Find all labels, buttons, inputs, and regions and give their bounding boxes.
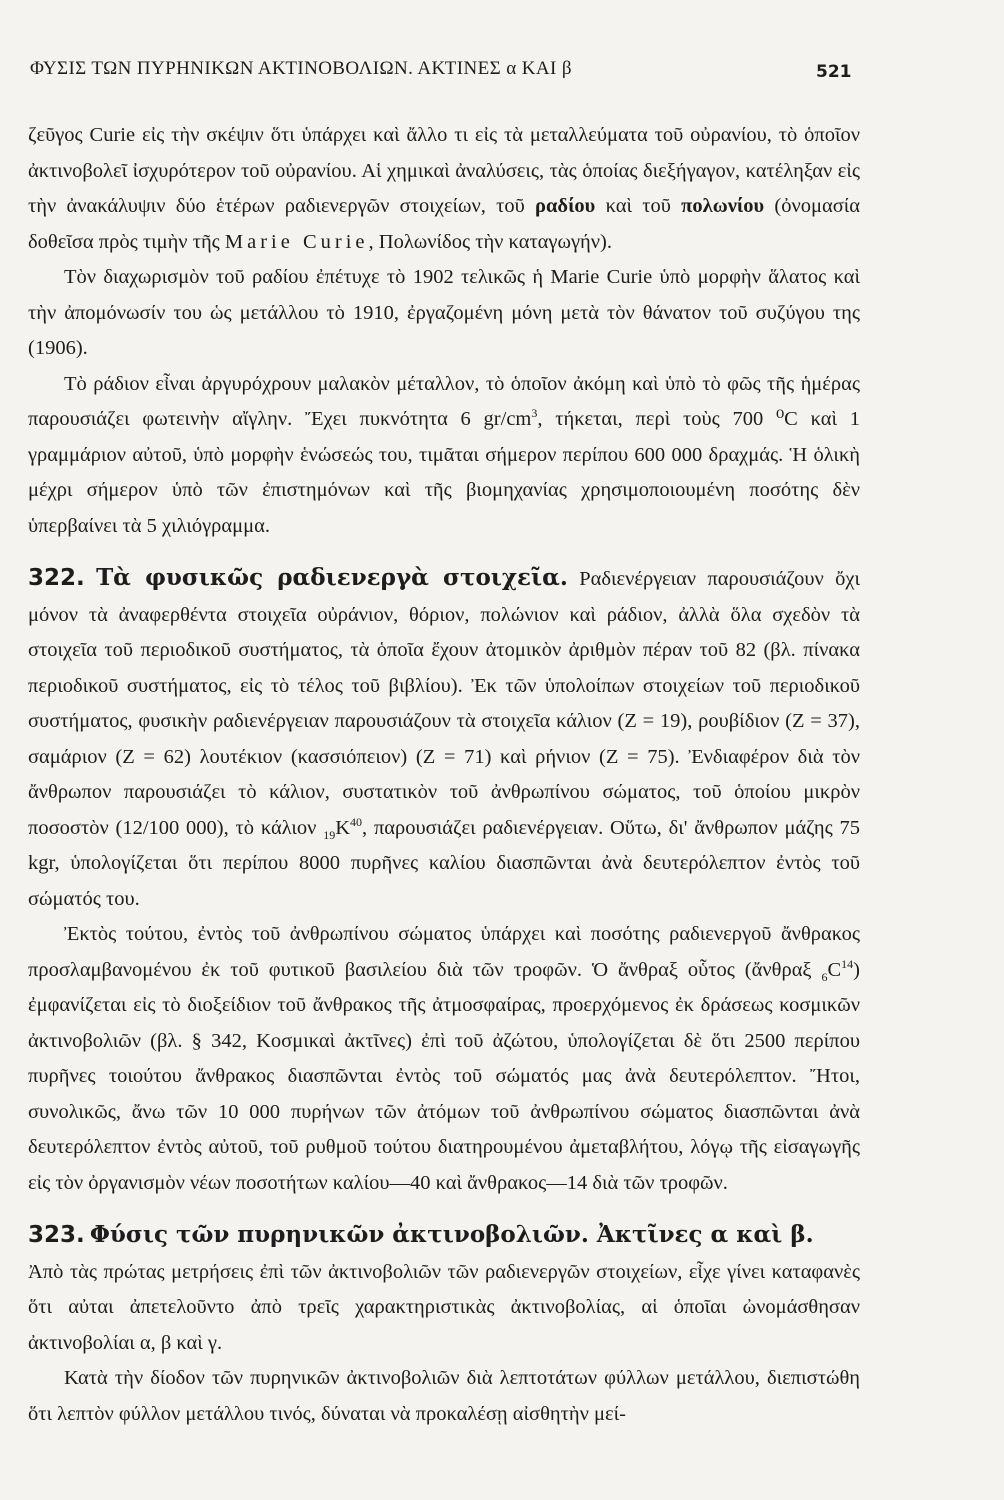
- section-title: Τὰ φυσικῶς ραδιενεργὰ στοιχεῖα.: [96, 564, 568, 591]
- section-title: Φύσις τῶν πυρηνικῶν ἀκτινοβολιῶν. Ἀκτῖνες α καὶ β.: [89, 1221, 814, 1248]
- section-322: 322. Τὰ φυσικῶς ραδιενεργὰ στοιχεῖα. Ραδιενέργειαν παρουσιάζουν ὄχι μόνον τὰ ἀναφερθέντα στοιχεῖα οὐράνιον, θόριον, πολώνιον καὶ ράδιον, ἀλλὰ ὅλα σχεδὸν τὰ στοιχεῖα τοῦ περιοδικοῦ συστήματος, τὰ ὁποῖα ἔχουν ἀτομικὸν ἀριθμὸν πέραν τοῦ 82 (βλ. πίνακα περιοδικοῦ συστήματος, εἰς τὸ τέλος τοῦ βιβλίου). Ἐκ τῶν ὑπολοίπων στοιχείων τοῦ περιοδικοῦ συστήματος, φυσικὴν ραδιενέργειαν παρουσιάζουν τὰ στοιχεῖα κάλιον (Z = 19), ρουβίδιον (Z = 37), σαμάριον (Z = 62) λουτέκιον (κασσιόπειον) (Z = 71) καὶ ρήνιον (Z = 75). Ἐνδιαφέρον διὰ τὸν ἄνθρωπον παρουσιάζει τὸ κάλιον, συστατικὸν τοῦ ἀνθρωπίνου σώματος, τοῦ ὁποίου μικρὸν ποσοστὸν (12/100 000), τὸ κάλιον $_{19}K^{40}$, παρουσιάζει ραδιενέργειαν. Οὕτω, δι' ἄνθρωπον μάζης 75 kgr, ὑπολογίζεται ὅτι περίπου 8000 πυρῆνες καλίου διασπῶνται ἀνὰ δευτερόλεπτον ἐντὸς τοῦ σώματός του.: [28, 564, 860, 910]
- page-header: [30, 58, 852, 80]
- paragraph-carbon-14: Ἐκτὸς τούτου, ἐντὸς τοῦ ἀνθρωπίνου σώματος ὑπάρχει καὶ ποσότης ραδιενεργοῦ ἄνθρακος προσλαμβανομένου ἐκ τοῦ φυτικοῦ βασιλείου διὰ τῶν τροφῶν. Ὁ ἄνθραξ οὗτος (ἄνθραξ $_6C^{14}$) ἐμφανίζεται εἰς τὸ διοξείδιον τοῦ ἄνθρακος τῆς ἀτμοσφαίρας, προερχόμενος ἐκ δράσεως κοσμικῶν ἀκτινοβολιῶν (βλ. § 342, Κοσμικαὶ ἀκτῖνες) ἐπὶ τοῦ ἀζώτου, ὑπολογίζεται δὲ ὅτι 2500 περίπου πυρῆνες τοιούτου ἄνθρακος διασπῶνται ἐντὸς τοῦ σώματός μας ἀνὰ δευτερόλεπτον. Ἤτοι, συνολικῶς, ἄνω τῶν 10 000 πυρήνων τῶν ἀτόμων τοῦ ἀνθρωπίνου σώματος διασπῶνται ἀνὰ δευτερόλεπτον ἐντὸς αὐτοῦ, τοῦ ρυθμοῦ τούτου διατηρουμένου ἀμεταβλήτου, λόγῳ τῆς εἰσαγωγῆς εἰς τὸν ὀργανισμὸν νέων ποσοτήτων καλίου—40 καὶ ἄνθρακος—14 διὰ τῶν τροφῶν.: [28, 923, 860, 1194]
- paragraph-radium-properties: Τὸ ράδιον εἶναι ἀργυρόχρουν μαλακὸν μέταλλον, τὸ ὁποῖον ἀκόμη καὶ ὑπὸ τὸ φῶς τῆς ἡμέρας παρουσιάζει φωτεινὴν αἴγλην. Ἔχει πυκνότητα 6 $gr/cm^3$, τήκεται, περὶ τοὺς 700 ⁰C καὶ 1 γραμμάριον αὐτοῦ, ὑπὸ μορφὴν ἑνώσεώς του, τιμᾶται σήμερον περίπου 600 000 δραχμάς. Ἡ ὁλικὴ μέχρι σήμερον ὑπὸ τῶν ἐπιστημόνων καὶ τῆς βιομηχανίας χρησιμοποιουμένη ποσότης δὲν ὑπερβαίνει τὰ 5 χιλιόγραμμα.: [28, 372, 860, 537]
- running-title: ΦΥΣΙΣ ΤΩΝ ΠΥΡΗΝΙΚΩΝ ΑΚΤΙΝΟΒΟΛΙΩΝ. ΑΚΤΙΝΕΣ α ΚΑΙ β: [30, 58, 572, 79]
- term-radium: ραδίου: [535, 195, 596, 217]
- section-323: [28, 1217, 860, 1255]
- section-number: 323.: [28, 1222, 85, 1248]
- name-marie-curie: Marie Curie: [224, 230, 369, 253]
- paragraph-metal-foils: Κατὰ τὴν δίοδον τῶν πυρηνικῶν ἀκτινοβολιῶν διὰ λεπτοτάτων φύλλων μετάλλου, διεπιστώθη ὅτι λεπτὸν φύλλον μετάλλου τινός, δύναται νὰ προκαλέσῃ αἰσθητὴν μεί-: [28, 1367, 860, 1425]
- page-body: [28, 118, 860, 1432]
- paragraph-curie-discovery: ζεῦγος Curie εἰς τὴν σκέψιν ὅτι ὑπάρχει καὶ ἄλλο τι εἰς τὰ μεταλλεύματα τοῦ οὐρανίου, τὸ ὁποῖον ἀκτινοβολεῖ ἰσχυρότερον τοῦ οὐρανίου. Αἱ χημικαὶ ἀναλύσεις, τὰς ὁποίας διεξήγαγον, κατέληξαν εἰς τὴν ἀνακάλυψιν δύο ἑτέρων ραδιενεργῶν στοιχείων, τοῦ ραδίου καὶ τοῦ πολωνίου (ὀνομασία δοθεῖσα πρὸς τιμὴν τῆς Marie Curie, Πολωνίδος τὴν καταγωγήν).: [28, 124, 861, 253]
- paragraph-radium-isolation: Τὸν διαχωρισμὸν τοῦ ραδίου ἐπέτυχε τὸ 1902 τελικῶς ἡ Marie Curie ὑπὸ μορφὴν ἅλατος καὶ τὴν ἀπομόνωσίν του ὡς μετάλλου τὸ 1910, ἐργαζομένη μόνη μετὰ τὸν θάνατον τοῦ συζύγου της (1906).: [28, 266, 860, 359]
- term-polonium: πολωνίου: [681, 195, 765, 217]
- paragraph-three-radiations: Ἀπὸ τὰς πρώτας μετρήσεις ἐπὶ τῶν ἀκτινοβολιῶν τῶν ραδιενεργῶν στοιχείων, εἶχε γίνει καταφανὲς ὅτι αὐται ἀπετελοῦντο ἀπὸ τρεῖς χαρακτηριστικὰς ἀκτινοβολίας, αἱ ὁποῖαι ὠνομάσθησαν ἀκτινοβολίαι α, β καὶ γ.: [28, 1260, 860, 1354]
- section-number: 322.: [28, 565, 85, 591]
- page-number: 521: [816, 62, 852, 82]
